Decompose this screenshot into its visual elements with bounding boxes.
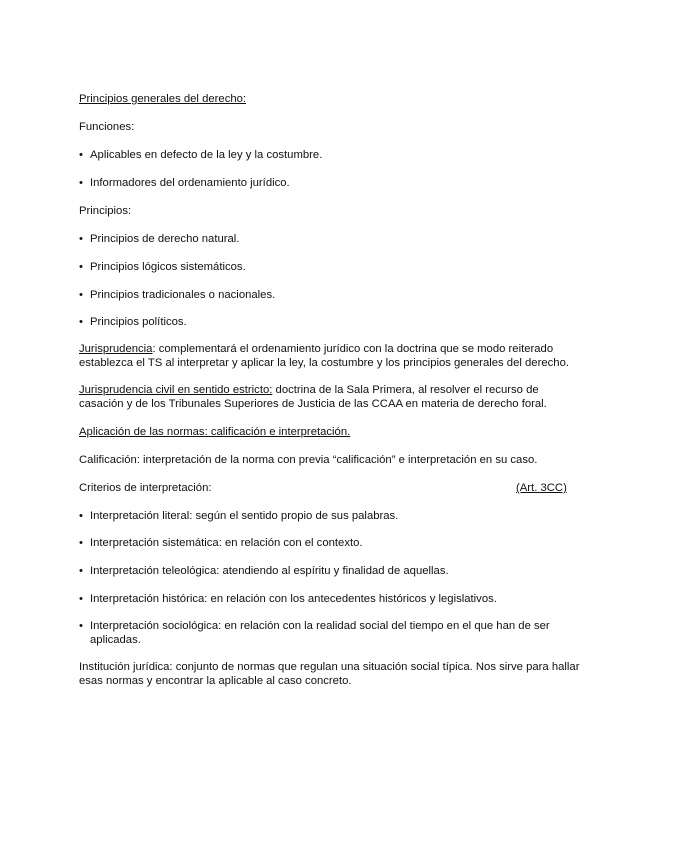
bullet: •	[79, 233, 83, 245]
bullet: •	[79, 289, 83, 301]
jurisprudencia-term: Jurisprudencia	[79, 343, 153, 355]
bullet: •	[79, 510, 83, 522]
jurisprudencia-text-cont: establezca el TS al interpretar y aplicar la ley, la costumbre y los principios generales del derecho.	[79, 357, 569, 369]
jurisprudencia-civil-text-cont: casación y de los Tribunales Superiores de Justicia de las CCAA en materia de derecho foral.	[79, 398, 547, 410]
list-item-text: Interpretación sociológica: en relación con la realidad social del tiempo en el que han de ser	[90, 620, 550, 632]
institucion-paragraph: Institución jurídica: conjunto de normas que regulan una situación social típica. Nos sirve para hallar	[79, 661, 580, 673]
institucion-paragraph-cont: esas normas y encontrar la aplicable al caso concreto.	[79, 675, 352, 687]
principios-label: Principios:	[79, 205, 132, 217]
heading-aplicacion: Aplicación de las normas: calificación e interpretación.	[79, 426, 351, 438]
list-item-text: Interpretación histórica: en relación con los antecedentes históricos y legislativos.	[90, 593, 497, 605]
list-item-text: Informadores del ordenamiento jurídico.	[90, 177, 290, 189]
bullet: •	[79, 261, 83, 273]
list-item-text: Principios tradicionales o nacionales.	[90, 289, 276, 301]
list-item-text: Principios políticos.	[90, 316, 187, 328]
article-reference: (Art. 3CC)	[516, 482, 567, 494]
jurisprudencia-paragraph	[79, 342, 553, 356]
jurisprudencia-text: : complementará el ordenamiento jurídico con la doctrina que se modo reiterado	[152, 343, 554, 355]
list-item-text: Aplicables en defecto de la ley y la costumbre.	[90, 149, 323, 161]
bullet: •	[79, 593, 83, 605]
list-item-text-cont: aplicadas.	[90, 634, 141, 646]
list-item-text: Interpretación sistemática: en relación con el contexto.	[90, 537, 363, 549]
bullet: •	[79, 316, 83, 328]
bullet: •	[79, 537, 83, 549]
criterios-label: Criterios de interpretación:	[79, 482, 212, 494]
list-item-text: Principios lógicos sistemáticos.	[90, 261, 246, 273]
list-item-text: Interpretación teleológica: atendiendo al espíritu y finalidad de aquellas.	[90, 565, 449, 577]
calificacion-paragraph: Calificación: interpretación de la norma con previa “calificación” e interpretación en su caso.	[79, 454, 538, 466]
jurisprudencia-civil-text: doctrina de la Sala Primera, al resolver el recurso de	[272, 384, 539, 396]
bullet: •	[79, 565, 83, 577]
bullet: •	[79, 177, 83, 189]
jurisprudencia-civil-paragraph	[79, 383, 539, 397]
jurisprudencia-civil-term: Jurisprudencia civil en sentido estricto:	[79, 384, 273, 396]
funciones-label: Funciones:	[79, 121, 135, 133]
bullet: •	[79, 620, 83, 632]
heading-principios: Principios generales del derecho:	[79, 93, 247, 105]
bullet: •	[79, 149, 83, 161]
list-item-text: Interpretación literal: según el sentido propio de sus palabras.	[90, 510, 399, 522]
list-item-text: Principios de derecho natural.	[90, 233, 240, 245]
